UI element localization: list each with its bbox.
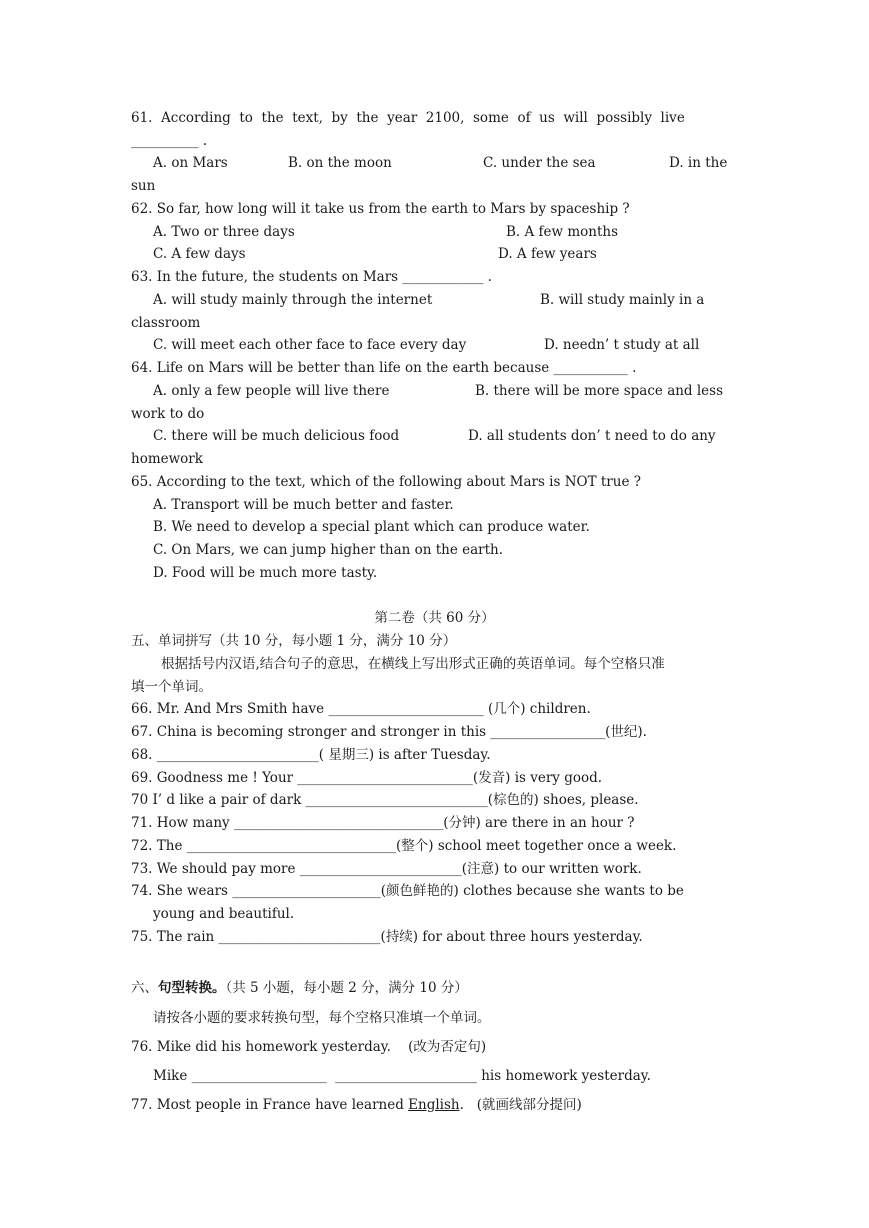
item-73: 73. We should pay more ________________________(注意) to our written work. — [131, 861, 642, 877]
q61-option-d: D. in the — [669, 155, 728, 171]
q65-stem: 65. According to the text, which of the following about Mars is NOT true ? — [131, 474, 641, 490]
section6-heading-bold: 句型转换。 — [158, 980, 226, 996]
q64-stem: 64. Life on Mars will be better than life on the earth because ___________ . — [131, 360, 637, 376]
q65-option-a: A. Transport will be much better and faster. — [153, 497, 454, 513]
section5-instruction-line1: 根据括号内汉语,结合句子的意思，在横线上写出形式正确的英语单词。每个空格只准 — [161, 656, 665, 672]
q64-option-b-cont: work to do — [131, 406, 205, 422]
q61-blank: __________ . — [131, 133, 208, 149]
q64-option-c: C. there will be much delicious food — [153, 428, 400, 444]
q63-option-b-cont: classroom — [131, 315, 201, 331]
q65-option-b: B. We need to develop a special plant which can produce water. — [153, 519, 590, 535]
section6-heading-rest: （共 5 小题，每小题 2 分，满分 10 分） — [225, 980, 468, 996]
item-66: 66. Mr. And Mrs Smith have _______________________ (几个) children. — [131, 701, 591, 717]
q61-stem: 61. According to the text, by the year 2100, some of us will possibly live — [131, 110, 685, 126]
item-67: 67. China is becoming stronger and stronger in this _________________(世纪). — [131, 724, 647, 740]
q62-stem: 62. So far, how long will it take us from the earth to Mars by spaceship ? — [131, 201, 630, 217]
section5-heading: 五、单词拼写（共 10 分，每小题 1 分，满分 10 分） — [131, 633, 457, 649]
q64-option-d-cont: homework — [131, 451, 203, 467]
q76-answer-line: Mike ____________________ _____________________ his homework yesterday. — [153, 1068, 651, 1084]
item-71: 71. How many _______________________________(分钟) are there in an hour ? — [131, 815, 635, 831]
q76-stem: 76. Mike did his homework yesterday. (改为否定句) — [131, 1039, 487, 1055]
q77-stem-after: . (就画线部分提问) — [459, 1097, 582, 1113]
q77-underlined-word: English — [408, 1097, 460, 1113]
q62-option-a: A. Two or three days — [153, 224, 295, 240]
item-68: 68. ________________________( 星期三) is after Tuesday. — [131, 747, 491, 763]
item-69: 69. Goodness me ! Your __________________________(发音) is very good. — [131, 770, 603, 786]
q61-option-b: B. on the moon — [288, 155, 392, 171]
q65-option-d: D. Food will be much more tasty. — [153, 565, 378, 581]
item-75: 75. The rain ________________________(持续) for about three hours yesterday. — [131, 929, 643, 945]
item-70: 70 I’ d like a pair of dark ___________________________(棕色的) shoes, please. — [131, 792, 639, 808]
q65-option-c: C. On Mars, we can jump higher than on the earth. — [153, 542, 504, 558]
item-72: 72. The _______________________________(整个) school meet together once a week. — [131, 838, 677, 854]
section6-instruction: 请按各小题的要求转换句型，每个空格只准填一个单词。 — [153, 1010, 491, 1026]
q63-option-a: A. will study mainly through the internet — [153, 292, 433, 308]
q61-option-c: C. under the sea — [483, 155, 596, 171]
q62-option-d: D. A few years — [498, 246, 597, 262]
q63-stem: 63. In the future, the students on Mars ____________ . — [131, 269, 492, 285]
q61-option-d-cont: sun — [131, 178, 156, 194]
q64-option-b: B. there will be more space and less — [475, 383, 724, 399]
q64-option-d: D. all students don’ t need to do any — [468, 428, 716, 444]
item-74: 74. She wears ______________________(颜色鲜艳的) clothes because she wants to be — [131, 883, 684, 899]
q62-option-c: C. A few days — [153, 246, 246, 262]
q63-option-d: D. needn’ t study at all — [544, 337, 700, 353]
q64-option-a: A. only a few people will live there — [153, 383, 390, 399]
part2-title: 第二卷（共 60 分） — [374, 610, 495, 626]
q77-stem — [131, 1095, 582, 1115]
section6-heading — [131, 978, 468, 998]
q63-option-c: C. will meet each other face to face every day — [153, 337, 467, 353]
q62-option-b: B. A few months — [506, 224, 619, 240]
section6-heading-prefix: 六、 — [131, 980, 158, 996]
section5-instruction-line2: 填一个单词。 — [131, 679, 212, 695]
q77-stem-before: 77. Most people in France have learned — [131, 1097, 409, 1113]
q63-option-b: B. will study mainly in a — [540, 292, 705, 308]
item-74-cont: young and beautiful. — [153, 906, 295, 922]
q61-option-a: A. on Mars — [153, 155, 228, 171]
